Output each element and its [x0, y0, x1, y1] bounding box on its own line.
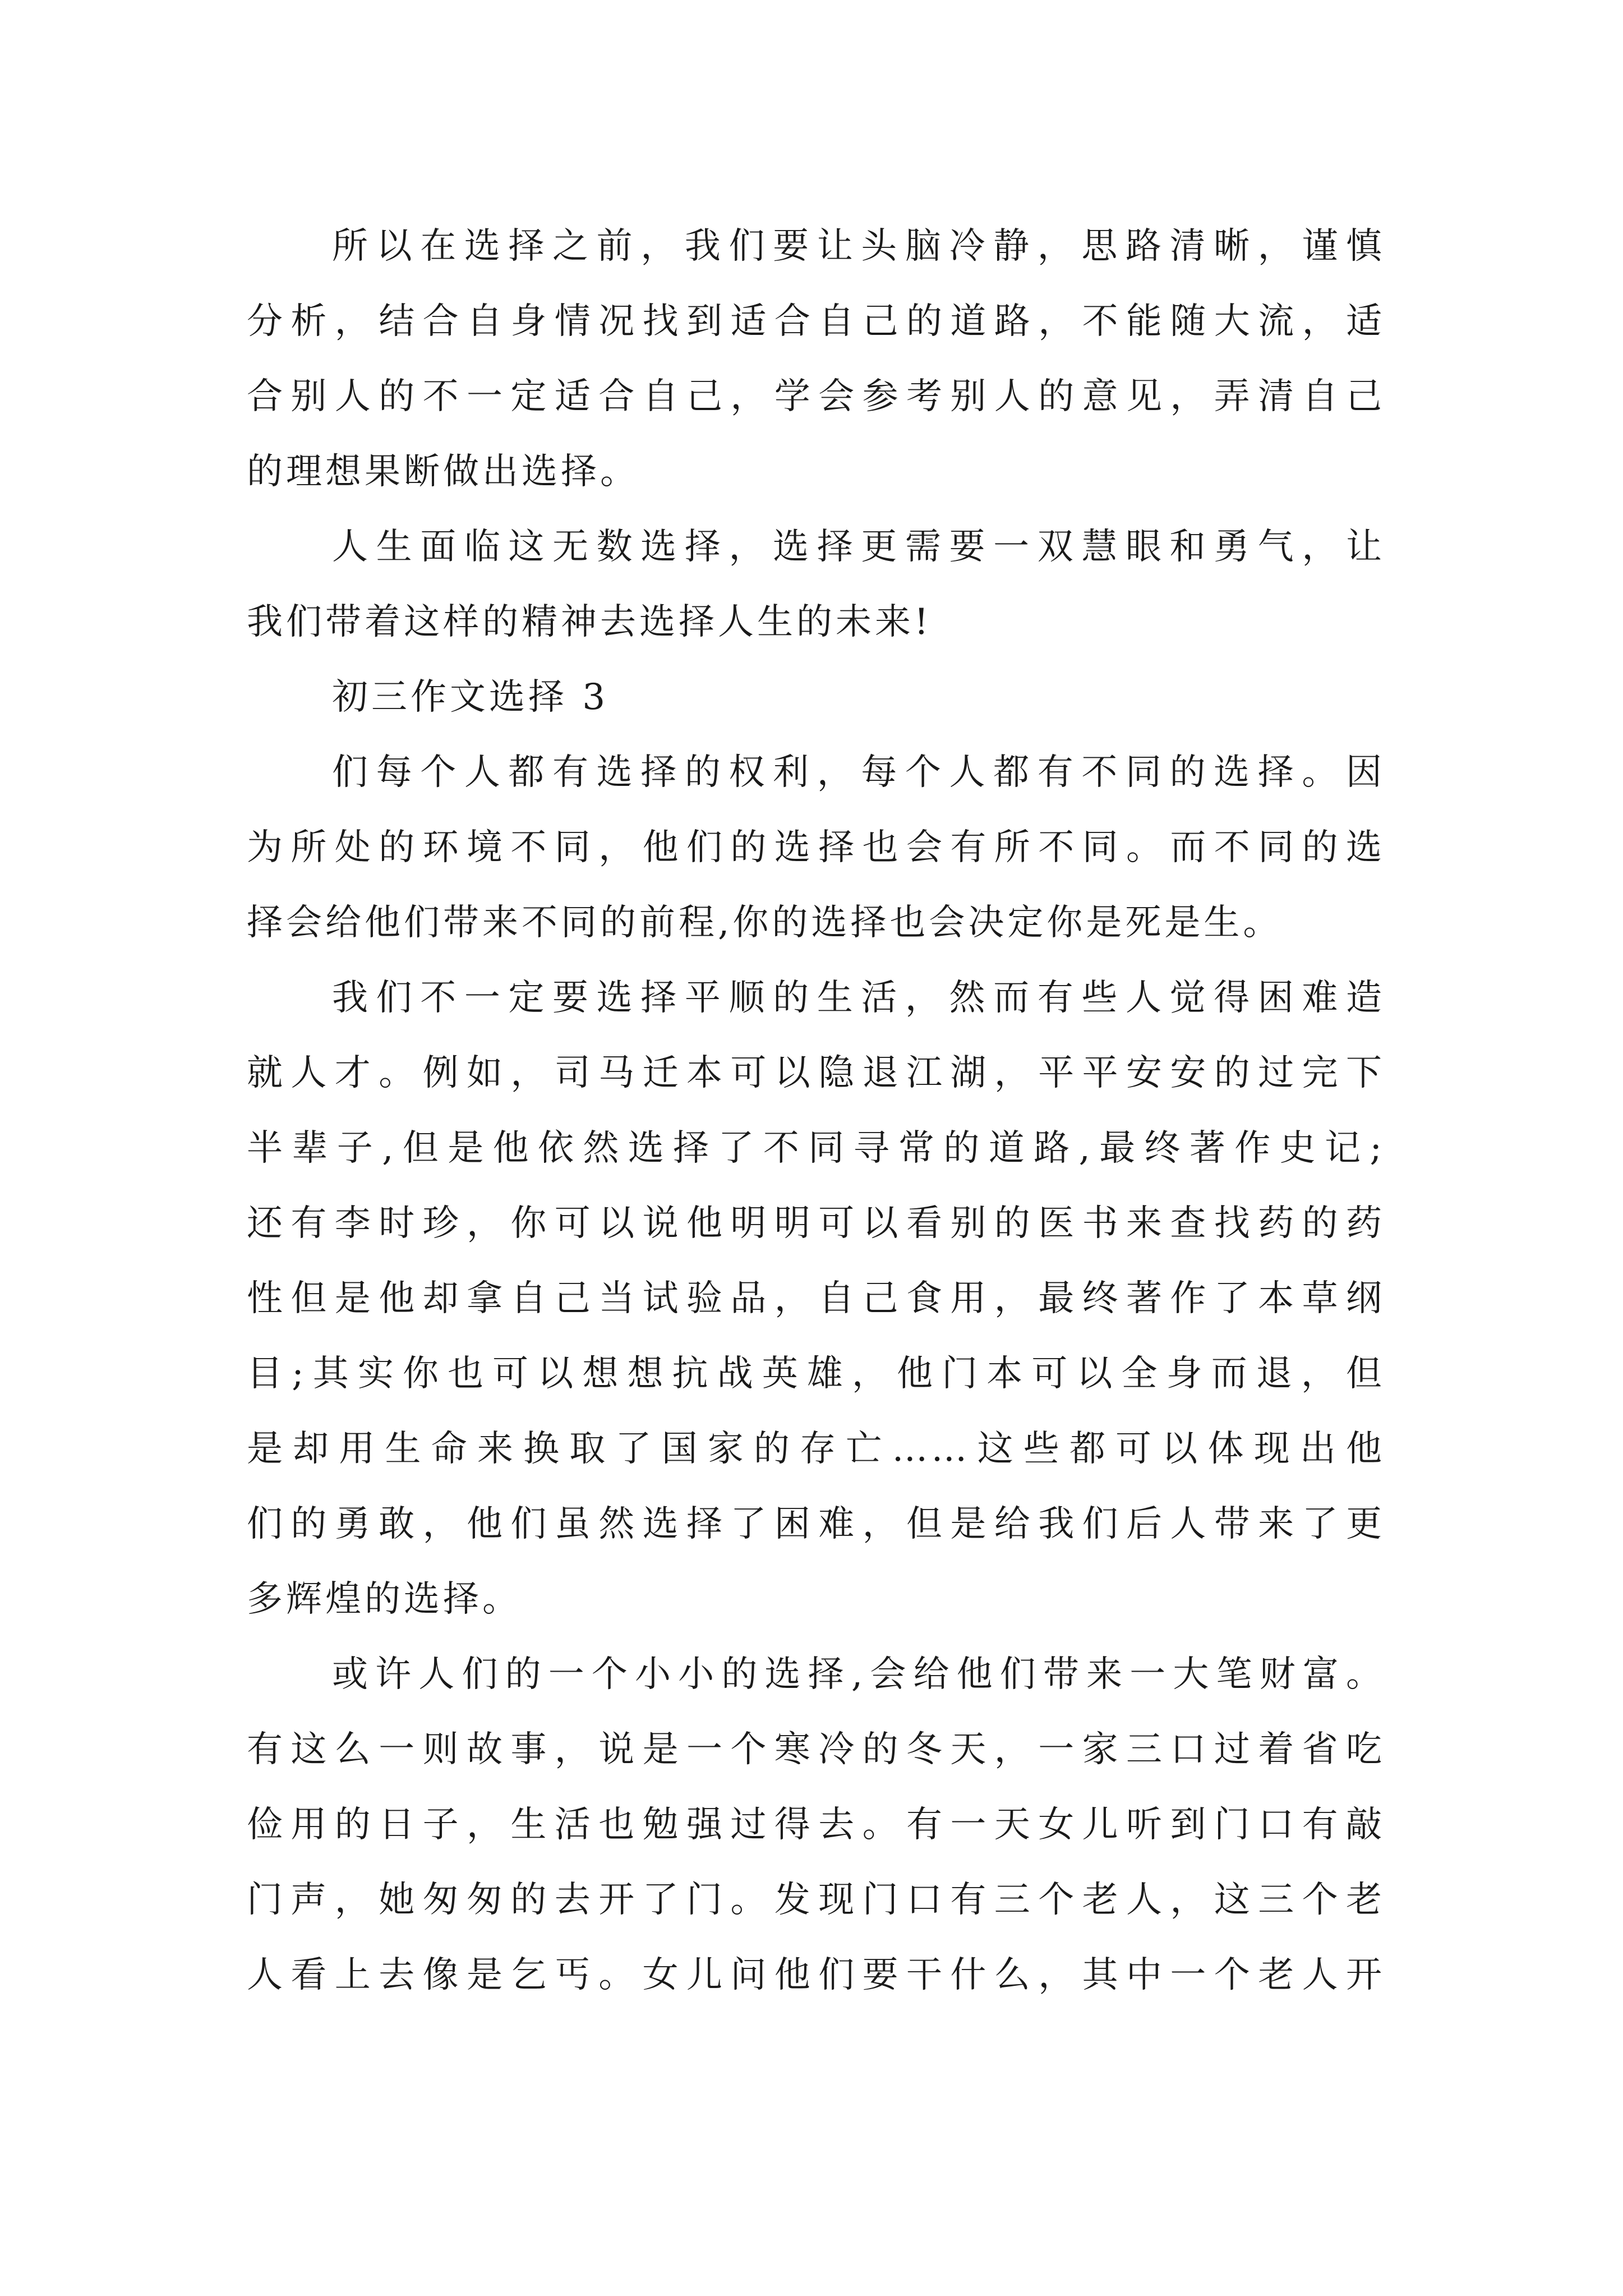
paragraph-line: 多辉煌的选择。: [247, 1579, 522, 1620]
paragraph-first-line: 或许人们的一个小小的选择,会给他们带来一大笔财富。: [332, 1654, 1385, 1695]
paragraph-line: 的理想果断做出选择。: [247, 451, 639, 493]
paragraph-line: 合别人的不一定适合自己，学会参考别人的意见，弄清自己: [247, 376, 1385, 417]
paragraph-first-line: 我们不一定要选择平顺的生活，然而有些人觉得困难造: [332, 977, 1385, 1019]
paragraph-first-line: 们每个人都有选择的权利，每个人都有不同的选择。因: [332, 752, 1385, 793]
paragraph-line: 俭用的日子，生活也勉强过得去。有一天女儿听到门口有敲: [247, 1804, 1385, 1846]
paragraph-line: 性但是他却拿自己当试验品，自己食用，最终著作了本草纲: [247, 1278, 1385, 1319]
paragraph-line: 半辈子,但是他依然选择了不同寻常的道路,最终著作史记;: [247, 1128, 1385, 1169]
paragraph-line: 有这么一则故事，说是一个寒冷的冬天，一家三口过着省吃: [247, 1729, 1385, 1770]
document-body: [247, 209, 1385, 2013]
paragraph-first-line: 人生面临这无数选择，选择更需要一双慧眼和勇气，让: [332, 526, 1385, 568]
paragraph-line: 们的勇敢，他们虽然选择了困难，但是给我们后人带来了更: [247, 1503, 1385, 1545]
paragraph-line: 就人才。例如，司马迁本可以隐退江湖，平平安安的过完下: [247, 1052, 1385, 1094]
paragraph-first-line: 初三作文选择 3: [332, 677, 609, 718]
paragraph-line: 人看上去像是乞丐。女儿问他们要干什么，其中一个老人开: [247, 1954, 1385, 1996]
paragraph-line: 还有李时珍，你可以说他明明可以看别的医书来查找药的药: [247, 1203, 1385, 1244]
paragraph-line: 目;其实你也可以想想抗战英雄，他门本可以全身而退，但: [247, 1353, 1385, 1395]
paragraph-line: 为所处的环境不同，他们的选择也会有所不同。而不同的选: [247, 827, 1385, 868]
paragraph-line: 分析，结合自身情况找到适合自己的道路，不能随大流，适: [247, 301, 1385, 342]
paragraph-line: 是却用生命来换取了国家的存亡……这些都可以体现出他: [247, 1428, 1385, 1470]
paragraph-line: 我们带着这样的精神去选择人生的未来!: [247, 601, 932, 643]
paragraph-line: 门声，她匆匆的去开了门。发现门口有三个老人，这三个老: [247, 1879, 1385, 1921]
paragraph-line: 择会给他们带来不同的前程,你的选择也会决定你是死是生。: [247, 902, 1283, 944]
paragraph-first-line: 所以在选择之前，我们要让头脑冷静，思路清晰，谨慎: [332, 226, 1385, 267]
